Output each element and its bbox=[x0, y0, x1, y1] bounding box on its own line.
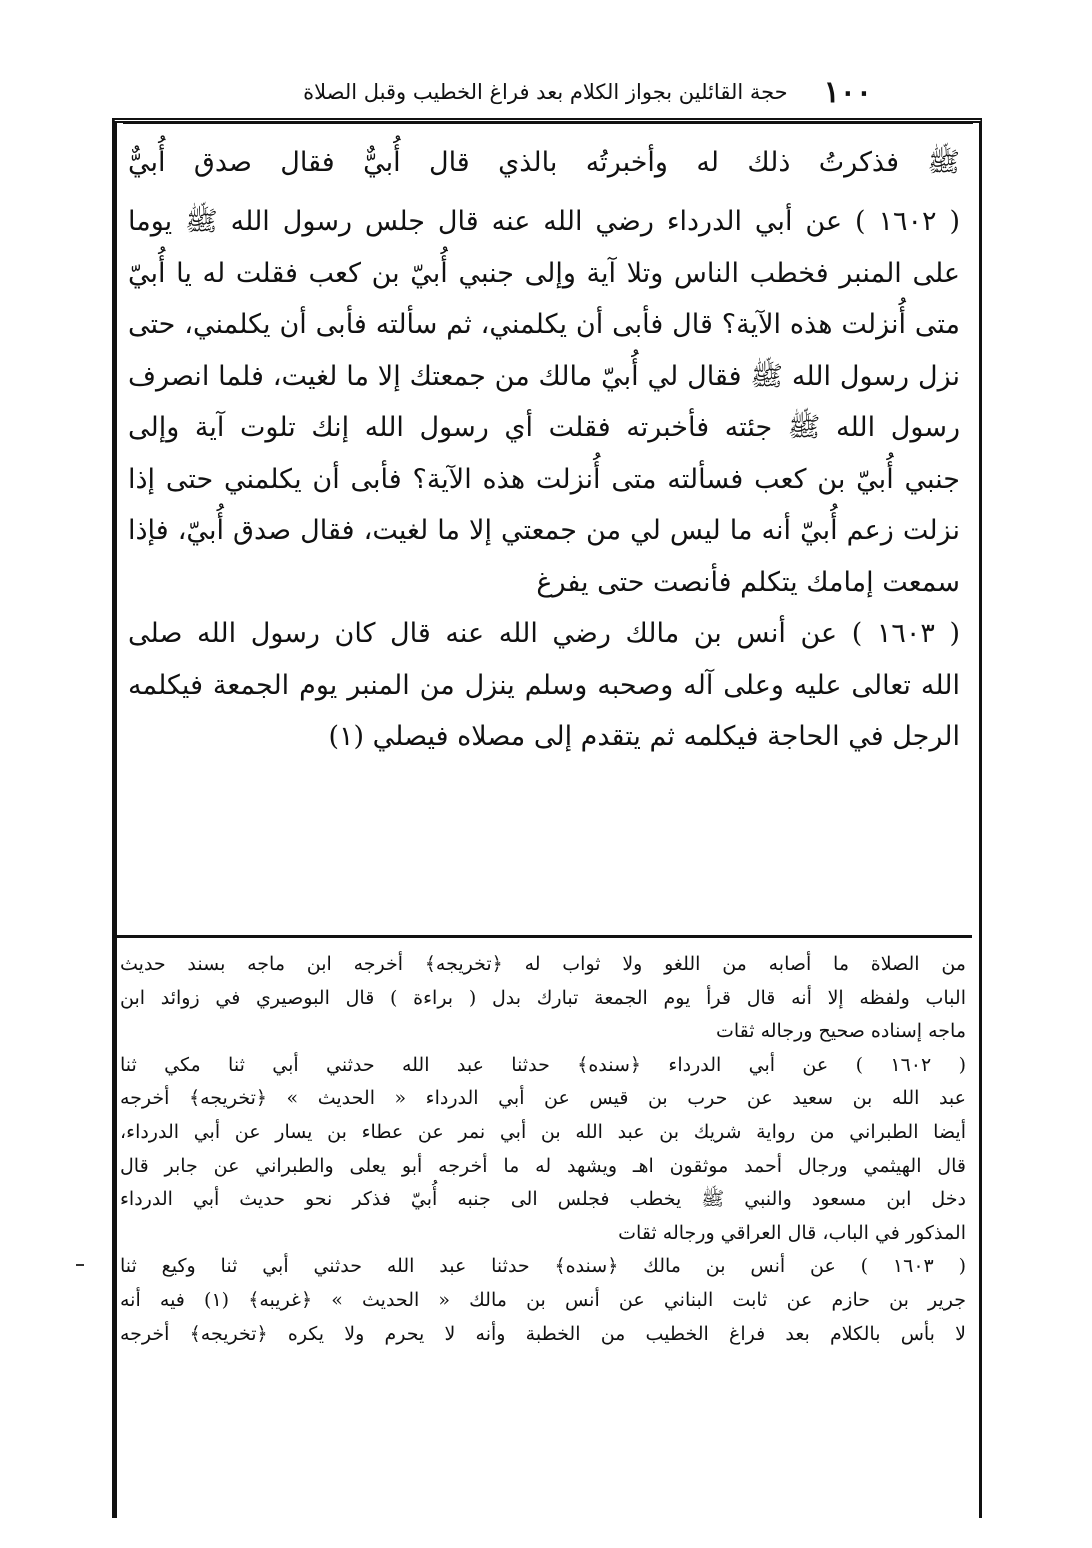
running-title: حجة القائلين بجواز الكلام بعد فراغ الخطيب وقبل الصلاة bbox=[303, 80, 788, 104]
footnote-line: عبد الله بن سعيد عن حرب بن قيس عن أبي الدرداء « الحديث » ﴿تخريجه﴾ أخرجه bbox=[120, 1087, 966, 1110]
main-line: ﷺ فذكرتُ ذلك له وأخبرتُه بالذي قال أُبيٌّ فقال صدق أُبيٌّ bbox=[128, 147, 960, 178]
main-line: الرجل في الحاجة فيكلمه ثم يتقدم إلى مصلاه فيصلي (١) bbox=[328, 721, 960, 752]
footnote-line: المذكور في الباب، قال العراقي ورجاله ثقات bbox=[618, 1221, 966, 1244]
main-line: متى أُنزلت هذه الآية؟ قال فأبى أن يكلمني، ثم سألته فأبى أن يكلمني، حتى bbox=[128, 309, 960, 340]
main-line: نزلت زعم أُبيّ أنه ما ليس لي من جمعتي إلا ما لغيت، فقال صدق أُبيّ، فإذا bbox=[128, 515, 960, 546]
footnote-line: جرير بن حازم عن ثابت البناني عن أنس بن مالك « الحديث » ﴿غريبه﴾ (١) فيه أنه bbox=[120, 1288, 967, 1311]
page-number: ١٠٠ bbox=[823, 74, 872, 110]
footnote-line: ( ١٦٠٣ ) عن أنس بن مالك ﴿سنده﴾ حدثنا عبد الله حدثني أبي ثنا وكيع ثنا bbox=[120, 1255, 967, 1278]
main-line: نزل رسول الله ﷺ فقال لي أُبيّ مالك من جمعتك إلا ما لغيت، فلما انصرف bbox=[128, 360, 960, 392]
footnote-line: قال الهيثمي ورجال أحمد موثقون اهـ ويشهد له ما أخرجه أبو يعلى والطبراني عن جابر قال bbox=[120, 1154, 966, 1177]
footnote-line: دخل ابن مسعود والنبي ﷺ يخطب فجلس الى جنبه أُبيّ فذكر نحو حديث أبي الدرداء bbox=[120, 1188, 966, 1211]
footnote-line: الباب ولفظه إلا أنه قال قرأ يوم الجمعة تبارك بدل ( براءة ) قال البوصيري في زوائد ابن bbox=[120, 986, 966, 1009]
footnote-line: أيضا الطبراني من رواية شريك بن عبد الله بن أبي نمر عن عطاء بن يسار عن أبي الدرداء، bbox=[120, 1120, 966, 1143]
footnote-line: ( ١٦٠٢ ) عن أبي الدرداء ﴿سنده﴾ حدثنا عبد الله حدثني أبي ثنا مكي ثنا bbox=[120, 1053, 967, 1076]
page-header bbox=[250, 70, 872, 114]
main-text bbox=[128, 138, 960, 763]
footnotes bbox=[120, 948, 966, 1351]
margin-mark bbox=[76, 1264, 84, 1266]
footnote-line: ماجه إسناده صحيح ورجاله ثقات bbox=[715, 1020, 966, 1043]
main-line: ( ١٦٠٢ ) عن أبي الدرداء رضي الله عنه قال جلس رسول الله ﷺ يوما bbox=[128, 206, 960, 237]
footnote-line: لا بأس بالكلام بعد فراغ الخطيب من الخطبة وأنه لا يحرم ولا يكره ﴿تخريجه﴾ أخرجه bbox=[120, 1322, 966, 1345]
main-line: رسول الله ﷺ جئته فأخبرته فقلت أي رسول الله إنك تلوت آية وإلى bbox=[128, 412, 960, 443]
main-line: الله تعالى عليه وعلى آله وصحبه وسلم ينزل من المنبر يوم الجمعة فيكلمه bbox=[128, 669, 960, 701]
main-line: جنبي أُبيّ بن كعب فسألته متى أُنزلت هذه الآية؟ فأبى أن يكلمني حتى إذا bbox=[128, 463, 960, 495]
main-line: على المنبر فخطب الناس وتلا آية وإلى جنبي أُبيّ بن كعب فقلت له يا أُبيّ bbox=[128, 257, 960, 289]
main-line: سمعت إمامك يتكلم فأنصت حتى يفرغ bbox=[536, 566, 960, 598]
footnote-line: من الصلاة ما أصابه من اللغو ولا ثواب له ﴿تخريجه﴾ أخرجه ابن ماجه بسند حديث bbox=[120, 953, 966, 975]
main-line: ( ١٦٠٣ ) عن أنس بن مالك رضي الله عنه قال كان رسول الله صلى bbox=[128, 618, 960, 649]
footnote-divider bbox=[115, 935, 972, 938]
